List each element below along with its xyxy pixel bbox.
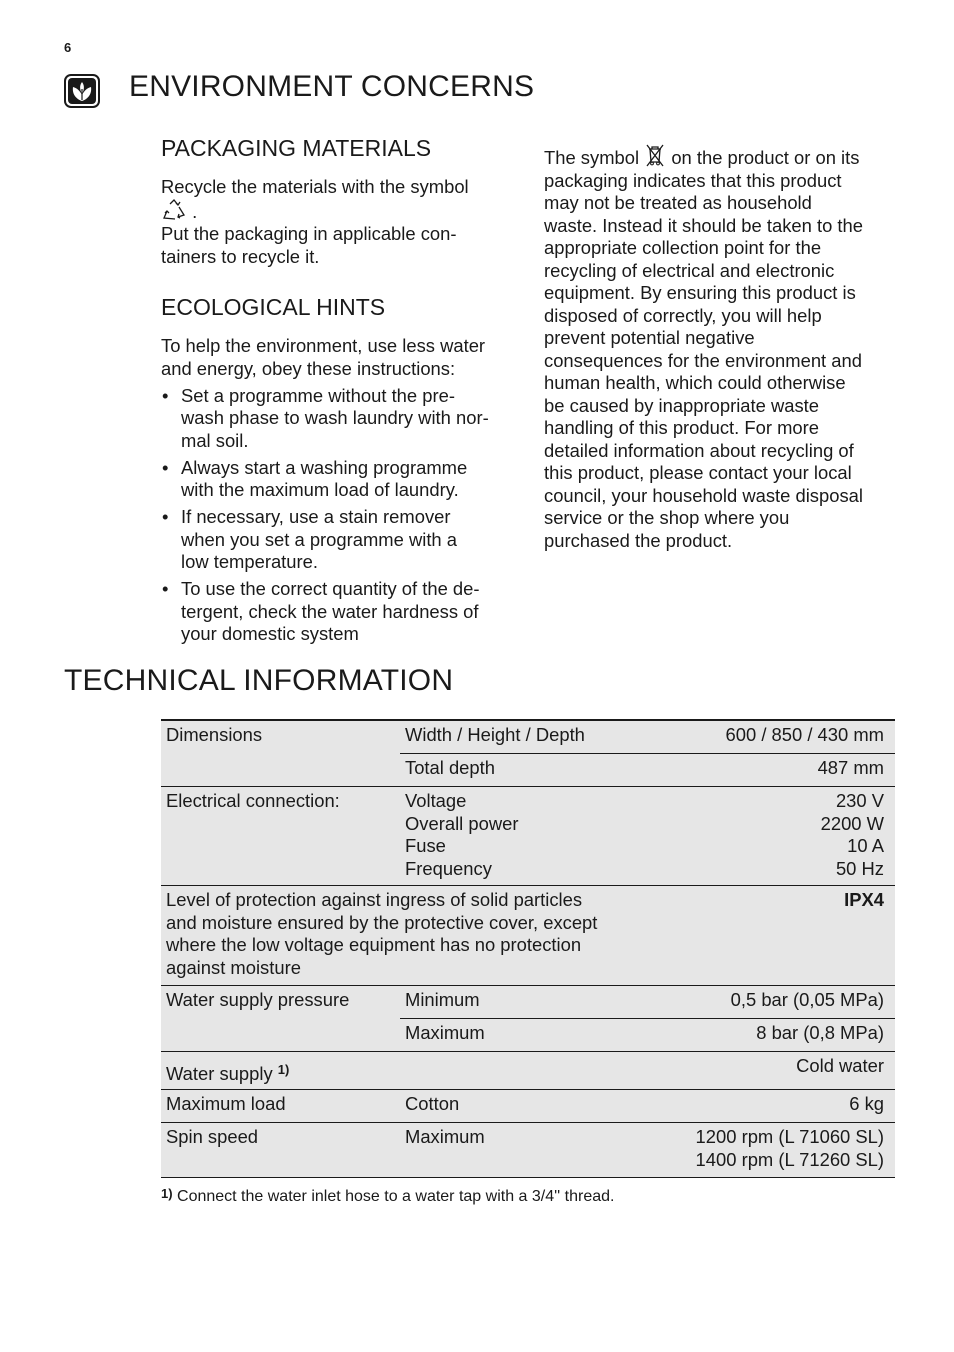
electrical-item: Voltage xyxy=(405,790,467,811)
table-row-spin-speed xyxy=(161,1123,895,1178)
protection-line: and moisture ensured by the protective cover, except xyxy=(166,911,598,933)
ecological-heading: ECOLOGICAL HINTS xyxy=(161,294,386,320)
dimensions-sub1-value: 600 / 850 / 430 mm xyxy=(725,724,884,745)
weee-first-end: on the product or on its xyxy=(671,147,860,168)
table-row-dimensions xyxy=(161,721,895,787)
max-load-value: 6 kg xyxy=(849,1093,884,1114)
protection-line: where the low voltage equipment has no protection xyxy=(166,934,582,955)
ecological-intro-2: and energy, obey these instructions: xyxy=(161,357,456,379)
weee-line: appropriate collection point for the xyxy=(544,237,822,258)
bullet-line: wash phase to wash laundry with nor- xyxy=(181,407,489,428)
dimensions-sub2-label: Total depth xyxy=(405,757,495,778)
electrical-item: Frequency xyxy=(405,857,492,879)
weee-line: prevent potential negative xyxy=(544,327,755,348)
bullet-line: your domestic system xyxy=(181,623,359,644)
protection-line: Level of protection against ingress of solid particles xyxy=(166,889,583,910)
footnote-marker: 1) xyxy=(161,1186,173,1201)
weee-first-start: The symbol xyxy=(544,147,640,168)
spin-sub-label: Maximum xyxy=(405,1126,485,1147)
pressure-sub2-value: 8 bar (0,8 MPa) xyxy=(756,1022,884,1043)
weee-paragraph xyxy=(544,143,894,552)
weee-line: human health, which could otherwise xyxy=(544,372,846,393)
weee-line: detailed information about recycling of xyxy=(544,439,854,461)
electrical-label: Electrical connection: xyxy=(166,790,340,811)
bullet-item xyxy=(161,385,513,453)
bullet-line: tergent, check the water hardness of xyxy=(181,600,479,622)
electrical-item: Overall power xyxy=(405,812,519,834)
technical-title: TECHNICAL INFORMATION xyxy=(64,664,454,697)
weee-line: this product, please contact your local xyxy=(544,462,852,483)
bullet-item xyxy=(161,506,513,574)
protection-value: IPX4 xyxy=(844,889,884,910)
table-row-electrical xyxy=(161,787,895,886)
weee-line: packaging indicates that this product xyxy=(544,169,842,191)
electrical-items xyxy=(405,790,518,880)
table-row-pressure xyxy=(161,986,895,1052)
weee-line: be caused by inappropriate waste xyxy=(544,394,820,416)
environment-leaf-icon xyxy=(64,74,100,108)
packaging-line-1: Recycle the materials with the symbol xyxy=(161,176,469,197)
weee-line: recycling of electrical and electronic xyxy=(544,259,835,281)
dimensions-sub2-value: 487 mm xyxy=(817,757,884,778)
packaging-line-3: tainers to recycle it. xyxy=(161,245,320,267)
max-load-sub-label: Cotton xyxy=(405,1093,460,1114)
water-supply-label xyxy=(166,1059,289,1086)
protection-description xyxy=(166,889,686,979)
weee-line: handling of this product. For more xyxy=(544,417,819,438)
pressure-sub1-value: 0,5 bar (0,05 MPa) xyxy=(730,989,884,1010)
bullet-line: • To use the correct quantity of the de- xyxy=(181,578,480,599)
weee-line: consequences for the environment and xyxy=(544,349,862,371)
electrical-value: 2200 W xyxy=(820,812,884,834)
electrical-values xyxy=(821,790,884,880)
bullet-line: when you set a programme with a xyxy=(181,528,457,550)
weee-line: purchased the product. xyxy=(544,529,733,551)
technical-table xyxy=(161,719,895,1178)
pressure-sub2-label: Maximum xyxy=(405,1022,485,1043)
spin-label: Spin speed xyxy=(166,1126,259,1147)
bullet-item xyxy=(161,578,513,646)
bullet-item xyxy=(161,457,513,502)
dimensions-sub1-label: Width / Height / Depth xyxy=(405,724,585,745)
recycle-icon xyxy=(161,199,187,221)
spin-values xyxy=(696,1126,884,1171)
packaging-text xyxy=(161,176,513,268)
weee-line: service or the shop where you xyxy=(544,507,790,528)
footnote xyxy=(161,1184,615,1207)
ecological-text xyxy=(161,335,513,650)
table-row-water-supply xyxy=(161,1052,895,1090)
packaging-line-2: Put the packaging in applicable con- xyxy=(161,223,457,244)
bullet-line: mal soil. xyxy=(181,429,249,451)
footnote-marker: 1) xyxy=(277,1062,290,1077)
footnote-text: Connect the water inlet hose to a water tap with a 3/4'' thread. xyxy=(177,1188,615,1205)
weee-line: may not be treated as household xyxy=(544,192,812,213)
crossed-bin-icon xyxy=(644,143,666,167)
bullet-line: low temperature. xyxy=(181,551,318,572)
packaging-line-1-end: . xyxy=(192,200,198,222)
packaging-symbol-line xyxy=(161,199,513,224)
electrical-value: 230 V xyxy=(835,790,884,811)
water-supply-label-text: Water supply xyxy=(166,1063,273,1084)
bullet-line: • Always start a washing programme xyxy=(181,456,468,478)
protection-line: against moisture xyxy=(166,956,301,978)
spin-value: 1200 rpm (L 71060 SL) xyxy=(695,1126,884,1147)
water-supply-value: Cold water xyxy=(796,1055,884,1076)
table-row-protection xyxy=(161,886,895,986)
spin-value: 1400 rpm (L 71260 SL) xyxy=(695,1148,884,1170)
bullet-line: • Set a programme without the pre- xyxy=(181,384,455,406)
table-row-max-load xyxy=(161,1090,895,1123)
environment-title: ENVIRONMENT CONCERNS xyxy=(129,70,535,103)
weee-line: equipment. By ensuring this product is xyxy=(544,282,856,303)
pressure-sub1-label: Minimum xyxy=(405,989,480,1010)
weee-line: council, your household waste disposal xyxy=(544,484,863,506)
max-load-label: Maximum load xyxy=(166,1093,286,1114)
row-divider xyxy=(400,753,895,754)
electrical-value: 10 A xyxy=(847,835,884,856)
weee-line: disposed of correctly, you will help xyxy=(544,304,822,326)
row-divider xyxy=(400,1018,895,1019)
weee-line: waste. Instead it should be taken to the xyxy=(544,214,863,236)
pressure-label: Water supply pressure xyxy=(166,989,350,1010)
electrical-item: Fuse xyxy=(405,835,446,856)
page-number: 6 xyxy=(64,40,72,55)
dimensions-label: Dimensions xyxy=(166,724,263,745)
electrical-value: 50 Hz xyxy=(835,857,884,879)
bullet-line: with the maximum load of laundry. xyxy=(181,479,459,500)
bullet-line: • If necessary, use a stain remover xyxy=(181,506,451,527)
ecological-intro-1: To help the environment, use less water xyxy=(161,335,486,356)
weee-first-line xyxy=(544,143,894,170)
packaging-heading: PACKAGING MATERIALS xyxy=(161,135,432,161)
